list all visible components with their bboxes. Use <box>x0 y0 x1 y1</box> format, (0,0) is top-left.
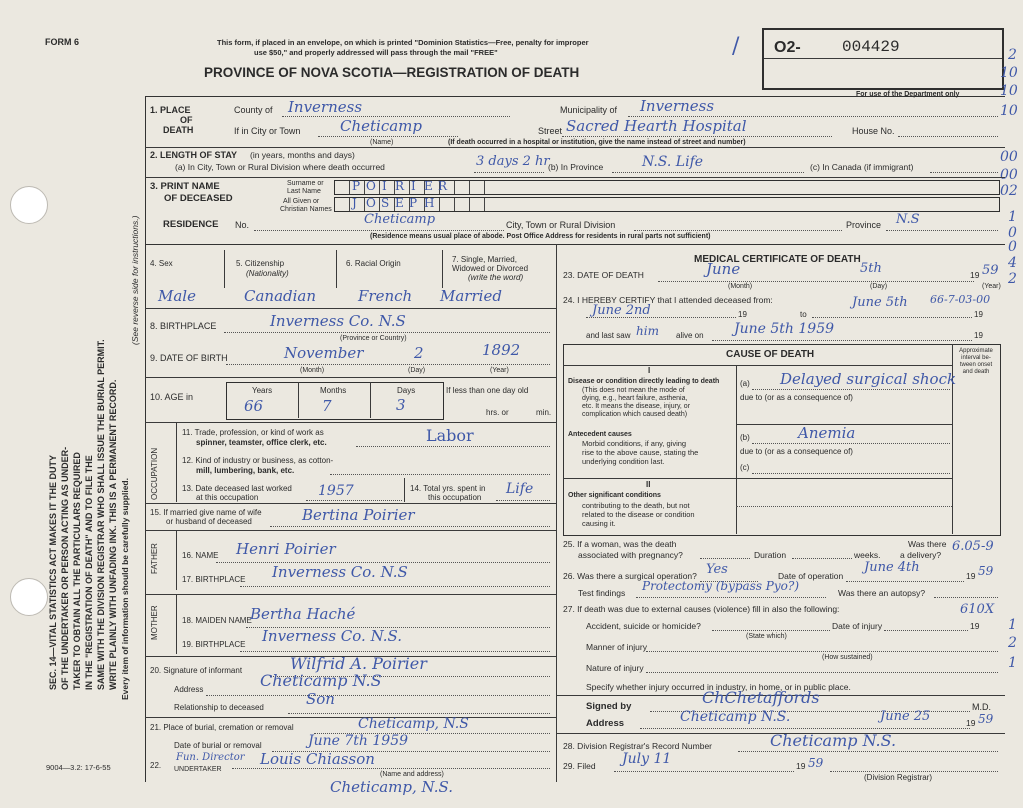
accident-label: Accident, suicide or homicide? <box>586 621 701 631</box>
side-notice-4: IN THE "REGISTRATION OF DEATH" AND TO FILE THE <box>84 455 94 690</box>
province-label: Province <box>846 220 882 230</box>
undertaker-prefix: Fun. Director <box>176 752 245 763</box>
attended-to-value: June 5th <box>852 295 908 310</box>
age-years-value: 66 <box>244 397 264 415</box>
from-19-label: 19 <box>738 310 747 319</box>
place-death-label: DEATH <box>163 125 194 135</box>
date-injury-label: Date of injury <box>832 621 883 631</box>
county-label: County of <box>234 105 273 115</box>
husband-label: or husband of deceased <box>166 517 252 526</box>
dob-label: 9. DATE OF BIRTH <box>150 353 228 363</box>
municipality-label: Municipality of <box>560 105 618 115</box>
md-label: M.D. <box>972 702 991 712</box>
burial-date-value: June 7th 1959 <box>308 733 409 749</box>
direct-label-2: (This does not mean the mode of <box>582 387 685 394</box>
antecedent-label-1: Antecedent causes <box>568 431 632 438</box>
cause-b-value: Anemia <box>798 424 856 442</box>
occupation-side-label: OCCUPATION <box>150 447 159 500</box>
stay-a-value: 3 days 2 hr <box>476 154 550 169</box>
attended-from-value: June 2nd <box>592 303 651 318</box>
external-code: 610X <box>960 602 995 617</box>
dob-month-sublabel: (Month) <box>300 367 325 374</box>
slash-mark: / <box>732 34 740 59</box>
stay-label: 2. LENGTH OF STAY <box>150 150 238 160</box>
direct-label-3: dying, e.g., heart failure, asthenia, <box>582 395 688 402</box>
years-label: Years <box>252 386 273 395</box>
certify-label: 24. I HEREBY CERTIFY that I attended deceased from: <box>563 295 773 305</box>
hrs-label: hrs. or <box>486 408 509 417</box>
medical-title: MEDICAL CERTIFICATE OF DEATH <box>694 254 861 265</box>
alive-on-label: alive on <box>676 331 704 340</box>
direct-label-5: complication which caused death) <box>582 411 688 418</box>
sex-label: 4. Sex <box>150 259 173 268</box>
punch-hole-top <box>10 186 48 224</box>
injury-19-label: 19 <box>970 621 980 631</box>
death-19-label: 19 <box>970 270 980 280</box>
residence-label: RESIDENCE <box>163 219 219 230</box>
envelope-notice-2: use $50," and properly addressed will pass through the mail "FREE" <box>254 48 498 57</box>
name-address-sublabel: (Name and address) <box>380 771 444 778</box>
due-to-a-label: due to (or as a consequence of) <box>740 393 853 402</box>
death-month-sublabel: (Month) <box>728 283 753 290</box>
direct-label-1: Disease or condition directly leading to death <box>568 378 720 385</box>
dob-year-sublabel: (Year) <box>490 367 509 374</box>
autopsy-label: Was there an autopsy? <box>838 588 926 598</box>
record-no-value: Cheticamp N.S. <box>770 731 897 750</box>
mother-maiden-value: Bertha Haché <box>250 605 356 623</box>
form-left-border <box>145 96 146 782</box>
filed-label: 29. Filed <box>563 761 596 771</box>
filed-value: July 11 <box>622 751 672 767</box>
roman-one: I <box>648 366 651 375</box>
other-label-1: Other significant conditions <box>568 492 661 499</box>
death-registration-form: SEC. 14—VITAL STATISTICS ACT MAKES IT THE DUTY OF THE UNDERTAKER OR PERSON ACTING AS UNDER- TAKER TO OBTAIN ALL THE PARTICULARS REQUIRED IN THE "REGISTRATION OF DEATH" AND TO FILE THE SAME WITH THE DIVISION REGISTRAR WHO SHALL ISSUE THE BURIAL PERMIT. WRITE PLAINLY WITH UNFADING INK. THIS IS A PERMANENT RECORD. Every item of information should be carefully supplied. (See reverse side for instructions.) FORM 6 This form, if placed in an envelope, on which is printed "Dominion Statistics—Free, penalty for improper use $50," and properly addressed will pass through the mail "FREE" PROVINCE OF NOVA SCOTIA—REGISTRATION OF DEATH / O2- 004429 For use of the Department only 2 10 10 10 00 00 02 1 0 0 4 2 1 2 1 1. PLACE OF DEATH County of Inverness Municipality of Inverness If in City or Town Cheticamp (Name) Street Sacred Hearth Hospital House No. (If death occurred in a hospital or institution, give the name instead of street and number) 2. LENGTH OF STAY (in years, months and days) (a) In City, Town or Rural Division where death occurred 3 days 2 hr (b) In Province N.S. Life (c) In Canada (if immigrant) 3. PRINT NAME OF DECEASED Surname or Last Name All Given or Christian Names P O I R I E R J O S E P H RESIDENCE No. Cheticamp City, Town or Rural Division Province N.S (Residence means usual place of abode. Post Office Address for residents in rural parts not sufficient) 4. Sex 5. Citizenship (Nationality) 6. Racial Origin 7. Single, Married, Widowed or Divorced (write the word) Male Canadian French Married 8. BIRTHPLACE Inverness Co. N.S (Province or Country) 9. DATE OF BIRTH November 2 1892 (Month) (Day) (Year) 10. AGE in Years Months Days 66 7 3 If less than one day old hrs. or min. OCCUPATION 11. Trade, profession, or kind of work as spinner, teamster, office clerk, etc. Labor 12. Kind of industry or business, as cotton- mill, lumbering, bank, etc. 13. Date deceased last worked at this occupation 1957 14. Total yrs. spent in this occupation Life 15. If married give name of wife or husband of deceased Bertina Poirier FATHER 16. NAME Henri Poirier 17. BIRTHPLACE Inverness Co. N.S MOTHER 18. MAIDEN NAME Bertha Haché 19. BIRTHPLACE Inverness Co. N.S. 20. Signature of informant Wilfrid A. Poirier Address Cheticamp N.S Relationship to deceased Son 21. Place of burial, cremation or removal Cheticamp, N.S Date of burial or removal June 7th 1959 22. UNDERTAKER Fun. Director Louis Chiasson (Name and address) Cheticamp, N.S. 9004—3.2: 17-6-55 MEDICAL CERTIFICATE OF DEATH 23. DATE OF DEATH June 5th 19 59 (Month) (Day) (Year) 24. I HEREBY CERTIFY that I attended deceased from: June 2nd 19 to June 5th 66-7-03-00 19 and last saw him alive on June 5th 1959 19 CAUSE OF DEATH Approximate interval be- tween onset and death I Disease or condition directly leading to death (This does not mean the mode of dying, e.g., heart failure, asthenia, etc. It means the disease, injury, or complication which caused death) (a) Delayed surgical shock due to (or as a consequence of) Antecedent causes Morbid conditions, if any, giving rise to the above cause, stating the underlying condition last. (b) Anemia due to (or as a consequence of) (c) II Other significant conditions contributing to the death, but not related to the disease or condition causing it. 25. If a woman, was the death associated with pregnancy? Duration weeks. Was there a delivery? 6.05-9 26. Was there a surgical operation? Yes Date of operation June 4th 19 59 Test findings Protectomy (bypass Pyo?) Was there an autopsy? 27. If death was due to external causes (violence) fill in also the following: 610X Accident, suicide or homicide? Date of injury 19 (State which) Manner of injury (How sustained) Nature of injury Specify whether injury occurred in industry, in home, or in public place. Signed by ChChetaffords M.D. Address Cheticamp N.S. June 25 19 59 28. Division Registrar's Record Number Cheticamp N.S. 29. Filed July 11 19 59 (Division Registrar) <box>0 0 1023 808</box>
informant-label: 20. Signature of informant <box>150 666 243 675</box>
med-address-label: Address <box>586 718 625 729</box>
footer-code: 9004—3.2: 17-6-55 <box>46 763 111 772</box>
side-notice-3: TAKER TO OBTAIN ALL THE PARTICULARS REQUIRED <box>72 452 82 690</box>
father-name-value: Henri Poirier <box>236 540 336 558</box>
surgical-label: 26. Was there a surgical operation? <box>563 571 697 581</box>
city-label: If in City or Town <box>234 126 301 136</box>
filed-19-label: 19 <box>796 761 806 771</box>
c-label: (c) <box>740 463 750 472</box>
surname-label: Surname or <box>287 180 324 187</box>
mother-birthplace-value: Inverness Co. N.S. <box>262 627 403 645</box>
industry-label-2: mill, lumbering, bank, etc. <box>196 466 295 475</box>
cause-direct-value: Delayed surgical shock <box>780 370 957 388</box>
test-findings-label: Test findings <box>578 588 626 598</box>
racial-label: 6. Racial Origin <box>346 259 401 268</box>
informant-value: Wilfrid A. Poirier <box>290 654 427 673</box>
to-label: to <box>800 310 807 319</box>
total-yrs-value: Life <box>506 481 534 497</box>
med-date-value: June 25 <box>880 709 931 724</box>
informant-address-value: Cheticamp N.S <box>260 671 382 690</box>
op-year-value: 59 <box>978 564 994 578</box>
a-label: (a) <box>740 379 750 388</box>
last-worked-label-2: at this occupation <box>196 493 259 502</box>
last-worked-label-1: 13. Date deceased last worked <box>182 484 292 493</box>
place-label: 1. PLACE <box>150 105 191 115</box>
marital-label-1: 7. Single, Married, <box>452 255 517 264</box>
other-label-4: causing it. <box>582 519 616 528</box>
stay-sublabel: (in years, months and days) <box>250 150 355 160</box>
nationality-sublabel: (Nationality) <box>246 269 289 278</box>
side-notice-6: WRITE PLAINLY WITH UNFADING INK. THIS IS A PERMANENT RECORD. <box>108 379 118 690</box>
division-registrar-label: (Division Registrar) <box>864 773 933 782</box>
surname-cells <box>334 180 1000 195</box>
last-worked-value: 1957 <box>318 483 354 499</box>
med-address-value: Cheticamp N.S. <box>680 709 791 725</box>
wife-label: 15. If married give name of wife <box>150 508 262 517</box>
antecedent-label-2: Morbid conditions, if any, giving <box>582 439 687 448</box>
manner-label: Manner of injury <box>586 642 647 652</box>
city-value: Cheticamp <box>340 117 423 135</box>
marital-value: Married <box>440 287 502 305</box>
to-19-label: 19 <box>974 310 983 319</box>
stay-b-label: (b) In Province <box>548 162 604 172</box>
burial-date-label: Date of burial or removal <box>174 741 262 750</box>
relationship-label: Relationship to deceased <box>174 703 264 712</box>
woman-label-1: 25. If a woman, was the death <box>563 539 677 549</box>
municipality-value: Inverness <box>640 97 715 115</box>
registration-prefix: O2- <box>774 39 801 56</box>
dob-year-value: 1892 <box>482 341 521 359</box>
trade-label-1: 11. Trade, profession, or kind of work as <box>182 428 324 437</box>
mother-birthplace-label: 19. BIRTHPLACE <box>182 640 246 649</box>
age-months-value: 7 <box>322 397 332 415</box>
house-no-label: House No. <box>852 126 895 136</box>
marital-label-2: Widowed or Divorced <box>452 264 529 273</box>
last-saw-him-value: him <box>636 324 659 338</box>
op-19-label: 19 <box>966 571 976 581</box>
how-sustained-sublabel: (How sustained) <box>822 654 873 661</box>
delivery-code: 6.05-9 <box>952 539 994 554</box>
op-date-value: June 4th <box>864 560 920 575</box>
stay-a-label: (a) In City, Town or Rural Division where death occurred <box>175 162 385 172</box>
envelope-notice-1: This form, if placed in an envelope, on which is printed "Dominion Statistics—Free, penalty for improper <box>217 38 589 47</box>
citizenship-value: Canadian <box>244 287 317 305</box>
place-of-label: OF <box>180 115 193 125</box>
side-notice-7: Every item of information should be carefully supplied. <box>120 478 130 700</box>
side-notice-1: SEC. 14—VITAL STATISTICS ACT MAKES IT THE DUTY <box>48 454 58 690</box>
given-label: All Given or <box>283 198 320 205</box>
residence-note: (Residence means usual place of abode. Post Office Address for residents in rural parts not sufficient) <box>370 233 711 240</box>
racial-value: French <box>358 287 413 305</box>
street-label: Street <box>538 126 563 136</box>
date-death-label: 23. DATE OF DEATH <box>563 270 644 280</box>
sex-value: Male <box>158 287 196 305</box>
death-month-value: June <box>706 260 741 278</box>
department-use-label: For use of the Department only <box>856 91 960 98</box>
months-label: Months <box>320 386 347 395</box>
stay-b-value: N.S. Life <box>642 154 704 170</box>
father-birthplace-value: Inverness Co. N.S <box>272 563 408 581</box>
trade-label-2: spinner, teamster, office clerk, etc. <box>196 438 327 447</box>
death-day-value: 5th <box>860 261 882 276</box>
record-no-label: 28. Division Registrar's Record Number <box>563 741 713 751</box>
undertaker-no-label: 22. <box>150 761 162 770</box>
interval-label: Approximate interval be- tween onset and death <box>959 348 993 375</box>
direct-label-4: etc. It means the disease, injury, or <box>582 403 691 410</box>
age-label: 10. AGE in <box>150 392 194 402</box>
birthplace-sublabel: (Province or Country) <box>340 335 407 342</box>
christian-label: Christian Names <box>280 206 332 213</box>
surgical-value: Yes <box>706 562 728 577</box>
side-notice-5: SAME WITH THE DIVISION REGISTRAR WHO SHALL ISSUE THE BURIAL PERMIT. <box>96 339 106 690</box>
page-title: PROVINCE OF NOVA SCOTIA—REGISTRATION OF DEATH <box>204 65 580 80</box>
death-year-value: 59 <box>982 263 999 278</box>
margin-24-code: 66-7-03-00 <box>930 293 991 306</box>
filed-year-value: 59 <box>808 756 824 770</box>
hospital-note: (If death occurred in a hospital or institution, give the name instead of street and number) <box>448 139 746 146</box>
min-label: min. <box>536 408 552 417</box>
nature-label: Nature of injury <box>586 663 644 673</box>
signed-by-label: Signed by <box>586 701 632 712</box>
roman-two: II <box>646 480 651 489</box>
county-value: Inverness <box>288 98 363 116</box>
birthplace-label: 8. BIRTHPLACE <box>150 321 217 331</box>
med-year-value: 59 <box>978 712 994 726</box>
death-year-sublabel: (Year) <box>982 283 1001 290</box>
death-day-sublabel: (Day) <box>870 283 888 290</box>
form-top-rule <box>145 96 1005 97</box>
dob-day-sublabel: (Day) <box>408 367 426 374</box>
industry-label-1: 12. Kind of industry or business, as cotton- <box>182 456 334 465</box>
residence-no-label: No. <box>235 220 250 230</box>
alive-on-value: June 5th 1959 <box>734 321 835 337</box>
trade-value: Labor <box>426 426 474 445</box>
state-which-sublabel: (State which) <box>746 633 787 640</box>
print-name-label: 3. PRINT NAME <box>150 181 220 192</box>
dob-day-value: 2 <box>414 344 424 362</box>
antecedent-label-4: underlying condition last. <box>582 457 665 466</box>
weeks-label: weeks. <box>854 550 881 560</box>
birthplace-value: Inverness Co. N.S <box>270 312 406 330</box>
undertaker-address: Cheticamp, N.S. <box>330 778 453 796</box>
burial-place-value: Cheticamp, N.S <box>358 716 469 732</box>
father-side-label: FATHER <box>150 543 159 574</box>
other-label-2: contributing to the death, but not <box>582 501 690 510</box>
alive-19-label: 19 <box>974 331 983 340</box>
undertaker-value: Louis Chiasson <box>260 750 375 768</box>
age-days-value: 3 <box>396 396 406 414</box>
spouse-value: Bertina Poirier <box>302 506 415 524</box>
mother-maiden-label: 18. MAIDEN NAME <box>182 616 252 625</box>
cause-title: CAUSE OF DEATH <box>726 349 815 360</box>
side-notice-2: OF THE UNDERTAKER OR PERSON ACTING AS UNDER- <box>60 446 70 690</box>
total-yrs-label-2: this occupation <box>428 493 482 502</box>
undertaker-label: UNDERTAKER <box>174 766 222 773</box>
center-divider <box>556 244 557 782</box>
punch-hole-bottom <box>10 578 48 616</box>
b-label: (b) <box>740 433 750 442</box>
lastname-label: Last Name <box>287 188 321 195</box>
city-name-sublabel: (Name) <box>370 139 394 146</box>
father-birthplace-label: 17. BIRTHPLACE <box>182 575 246 584</box>
last-saw-label: and last saw <box>586 331 631 340</box>
burial-place-label: 21. Place of burial, cremation or removal <box>150 723 294 732</box>
delivery-label-1: Was there <box>908 539 947 549</box>
duration-label: Duration <box>754 550 787 560</box>
test-findings-value: Protectomy (bypass Pyo?) <box>642 579 800 593</box>
citizenship-label: 5. Citizenship <box>236 259 285 268</box>
residence-province-value: N.S <box>896 212 920 227</box>
of-deceased-label: OF DECEASED <box>164 193 233 204</box>
signed-by-value: ChChetaffords <box>702 688 820 707</box>
external-label: 27. If death was due to external causes (violence) fill in also the following: <box>563 604 840 614</box>
marital-label-3: (write the word) <box>468 273 524 282</box>
residence-city-label: City, Town or Rural Division <box>506 220 616 230</box>
street-value: Sacred Hearth Hospital <box>566 117 747 135</box>
other-label-3: related to the disease or condition <box>582 510 695 519</box>
date-op-label: Date of operation <box>778 571 844 581</box>
mother-side-label: MOTHER <box>150 605 159 640</box>
relationship-value: Son <box>306 690 335 708</box>
father-name-label: 16. NAME <box>182 551 219 560</box>
med-19-label: 19 <box>966 718 976 728</box>
dob-month-value: November <box>284 344 364 362</box>
due-to-b-label: due to (or as a consequence of) <box>740 447 853 456</box>
informant-address-label: Address <box>174 685 204 694</box>
registration-number: 004429 <box>842 38 900 56</box>
antecedent-label-3: rise to the above cause, stating the <box>582 448 699 457</box>
less-day-label: If less than one day old <box>446 386 529 395</box>
woman-label-2: associated with pregnancy? <box>578 550 683 560</box>
side-notice-8: (See reverse side for instructions.) <box>130 215 140 345</box>
form-number: FORM 6 <box>45 37 80 47</box>
specify-label: Specify whether injury occurred in industry, in home, or in public place. <box>586 682 851 692</box>
residence-city-value: Cheticamp <box>364 212 436 227</box>
delivery-label-2: a delivery? <box>900 550 942 560</box>
total-yrs-label-1: 14. Total yrs. spent in <box>410 484 486 493</box>
stay-c-label: (c) In Canada (if immigrant) <box>810 162 914 172</box>
days-label: Days <box>397 386 416 395</box>
